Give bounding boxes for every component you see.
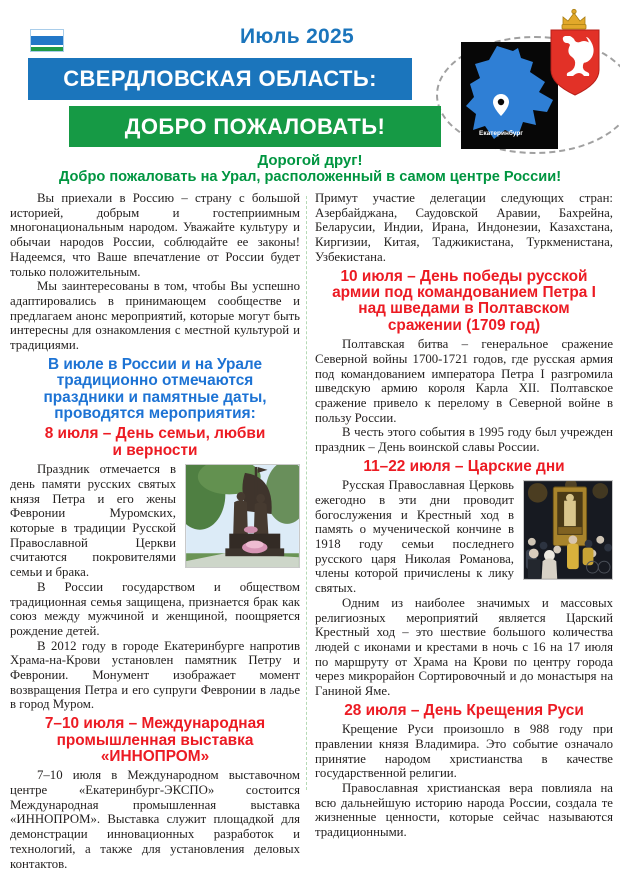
innoprom-paragraph-2: Примут участие делегации следующих стран: Азербайджана, Саудовской Аравии, Бахрейна, Беларусии, Индии, Ирана, Индонезии, Казахстана, Киргизии, Китая, Таджикистана, Туркменистана, Узбекистана. <box>315 191 613 264</box>
event-heading-innoprom <box>10 716 300 765</box>
innoprom-paragraph-1: 7–10 июля в Международном выставочном центре «Екатеринбург-ЭКСПО» состоится Международная промышленная выставка «ИННОПРОМ». Выставка служит площадкой для демонстрации инновационных разработок и технологий, а также для установления деловых контактов. <box>10 768 300 871</box>
tsar-paragraph-1: Русская Православная Церковь ежегодно в эти дни проводит богослужения и Крестный ход в память о мученической кончине в 1918 году семьи последнего русского царя Николая Романова, члены которой причислены к лику святых. <box>315 478 514 596</box>
baptism-paragraph-2: Православная христианская вера повлияла на всю дальнейшую историю народа России, создала те жизненные ценности, которые сейчас называются традиционными. <box>315 780 613 840</box>
greeting-line1: Дорогой друг! <box>257 152 363 169</box>
procession-illustration <box>524 481 612 579</box>
heading-line: традиционно отмечаются <box>56 372 254 390</box>
tsar-paragraph-2: Одним из наиболее значимых и массовых религиозных мероприятий является Царский Крестный ход – это шествие большого количества людей с иконами и крестами в ночь с 16 на 17 июля по маршруту от Храма на Крови по центру города через микрорайон Сортировочный и до монастыря на Ганиной Яме. <box>315 595 613 699</box>
region-banner: СВЕРДЛОВСКАЯ ОБЛАСТЬ: <box>28 58 412 100</box>
greeting-line2: Добро пожаловать на Урал, расположенный в самом центре России! <box>58 169 562 185</box>
right-column <box>315 191 613 840</box>
coat-of-arms-illustration <box>543 8 605 98</box>
family-paragraph-2: В России государством и обществом традиционная семья защищена, признается брак как союз между мужчиной и женщиной, поощряется рождение детей. <box>10 579 300 638</box>
heading-line: 7–10 июля – Международная <box>44 715 266 733</box>
welcome-banner: ДОБРО ПОЖАЛОВАТЬ! <box>69 106 441 147</box>
left-column <box>10 191 300 871</box>
month-title: Июль 2025 <box>239 25 354 48</box>
heading-line: и верности <box>112 441 198 459</box>
heading-line: проводятся мероприятия: <box>54 404 256 422</box>
heading-line: «ИННОПРОМ» <box>100 747 210 765</box>
heading-line: 8 июля – День семьи, любви <box>44 425 266 443</box>
monument-illustration <box>186 465 299 567</box>
event-heading-tsar-days: 11–22 июля – Царские дни <box>363 457 565 475</box>
poltava-paragraph-2: В честь этого события в 1995 году был учрежден праздник – День воинской славы России. <box>315 425 613 455</box>
event-heading-poltava <box>315 269 613 335</box>
baptism-paragraph-1: Крещение Руси произошло в 988 году при правлении князя Владимира. Это событие означало принятие народом христианства в качестве государственной религии. <box>315 722 613 781</box>
heading-line: над шведами в Полтавском <box>358 300 570 318</box>
heading-line: промышленная выставка <box>56 731 254 749</box>
family-paragraph-3: В 2012 году в городе Екатеринбурге напротив Храма-на-Крови установлен памятник Петру и Февронии. Монумент изображает момент возвращения Петра и его супруги Февронии в ладье в город Муром. <box>10 638 300 712</box>
tsar-procession-photo <box>523 480 613 580</box>
event-heading-baptism: 28 июля – День Крещения Руси <box>344 701 584 719</box>
intro-paragraph-2: Мы заинтересованы в том, чтобы Вы успешно адаптировались в принимающем сообществе и предлагаем анонс мероприятий, которые могут быть интересны для ознакомления с местной культурой и традициями. <box>10 279 300 353</box>
greeting-block <box>0 152 620 186</box>
heading-line: сражении (1709 год) <box>387 316 541 334</box>
map-city-label: Екатеринбург <box>478 130 524 137</box>
heading-line: праздники и памятные даты, <box>43 388 267 406</box>
heading-line: 10 июля – День победы русской <box>340 267 588 285</box>
column-separator <box>306 196 307 790</box>
intro-paragraph-1: Вы приехали в Россию – страну с большой историей, добрым и гостеприимным многонациональным народом. Уважайте культуру и обычаи народов России, соблюдайте ее законы! Надеемся, что Ваше впечатление от России будет только положительным. <box>10 191 300 279</box>
poltava-paragraph-1: Полтавская битва – генеральное сражение Северной войны 1700-1721 годов, где русская армия под командованием императора Петра I разгромила шведскую армию короля Карла XII. Полтавское сражение привело к перелому в Северной войне в пользу России. <box>315 337 613 425</box>
sverdlovsk-coat-of-arms <box>543 8 605 98</box>
family-paragraph-1: Праздник отмечается в день памяти русских святых князя Петра и его жены Февронии Муромских, которые в традиции Русской Православной Церкви считаются покровителями семьи и брака. <box>10 462 176 580</box>
event-heading-family-day <box>10 426 300 459</box>
section-heading-july-events <box>10 357 300 423</box>
family-monument-photo <box>185 464 300 568</box>
heading-line: В июле в России и на Урале <box>47 355 263 373</box>
heading-line: армии под командованием Петра I <box>332 283 596 301</box>
